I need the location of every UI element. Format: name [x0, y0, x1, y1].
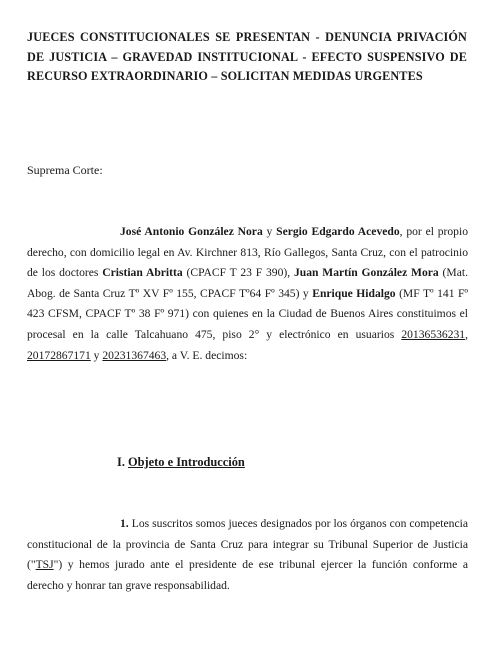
intro-text-4: (Mat. Abog. de Santa Cruz Tº XV Fº 155, CPACF Tº64 Fº 345) y	[27, 266, 468, 300]
section-number: I.	[117, 455, 129, 469]
paragraph-1	[27, 514, 468, 596]
electronic-user-3: 20231367463	[102, 348, 167, 362]
lawyer-name-1: Cristian Abritta	[102, 266, 183, 280]
intro-text-2: , por el propio derecho, con domicilio legal en Av. Kirchner 813, Río Gallegos, Santa Cruz, con el patrocinio de los doctores	[27, 225, 468, 280]
intro-text-3: (CPACF T 23 F 390),	[182, 266, 294, 280]
intro-text-1: y	[262, 225, 277, 238]
electronic-user-1: 20136536231	[401, 327, 466, 341]
lawyer-name-2: Juan Martín González Mora	[293, 266, 439, 280]
tsj-abbreviation: TSJ	[35, 558, 54, 572]
intro-text-6: ,	[465, 327, 468, 341]
salutation: Suprema Corte:	[27, 163, 103, 177]
lawyer-name-3: Enrique Hidalgo	[312, 286, 396, 300]
intro-text-7: y	[90, 348, 103, 362]
electronic-user-2: 20172867171	[27, 348, 91, 362]
paragraph-text-a: Los suscritos somos jueces designados por los órganos con competencia constitucional de la provincia de Santa Cruz para integrar su Tribunal Superior de Justicia ("	[27, 517, 468, 572]
section-title: Objeto e Introducción	[128, 455, 245, 469]
paragraph-number: 1.	[120, 517, 129, 530]
paragraph-text-b: ") y hemos jurado ante el presidente de ese tribunal ejercer la función conforme a derecho y honrar tan grave responsabilidad.	[27, 558, 468, 592]
intro-text-5: (MF Tº 141 Fº 423 CFSM, CPACF Tº 38 Fº 971) con quienes en la Ciudad de Buenos Aires constituimos el procesal en la calle Talcahuano 475, piso 2° y electrónico en usuarios	[27, 286, 469, 341]
intro-paragraph	[27, 222, 468, 366]
petitioner-name-1: José Antonio González Nora	[120, 225, 263, 238]
section-heading	[117, 455, 245, 470]
document-heading: JUECES CONSTITUCIONALES SE PRESENTAN - DENUNCIA PRIVACIÓN DE JUSTICIA – GRAVEDAD INSTITUCIONAL - EFECTO SUSPENSIVO DE RECURSO EXTRAORDINARIO – SOLICITAN MEDIDAS URGENTES	[27, 30, 467, 83]
intro-text-8: , a V. E. decimos:	[166, 348, 248, 362]
petitioner-name-2: Sergio Edgardo Acevedo	[276, 225, 400, 238]
